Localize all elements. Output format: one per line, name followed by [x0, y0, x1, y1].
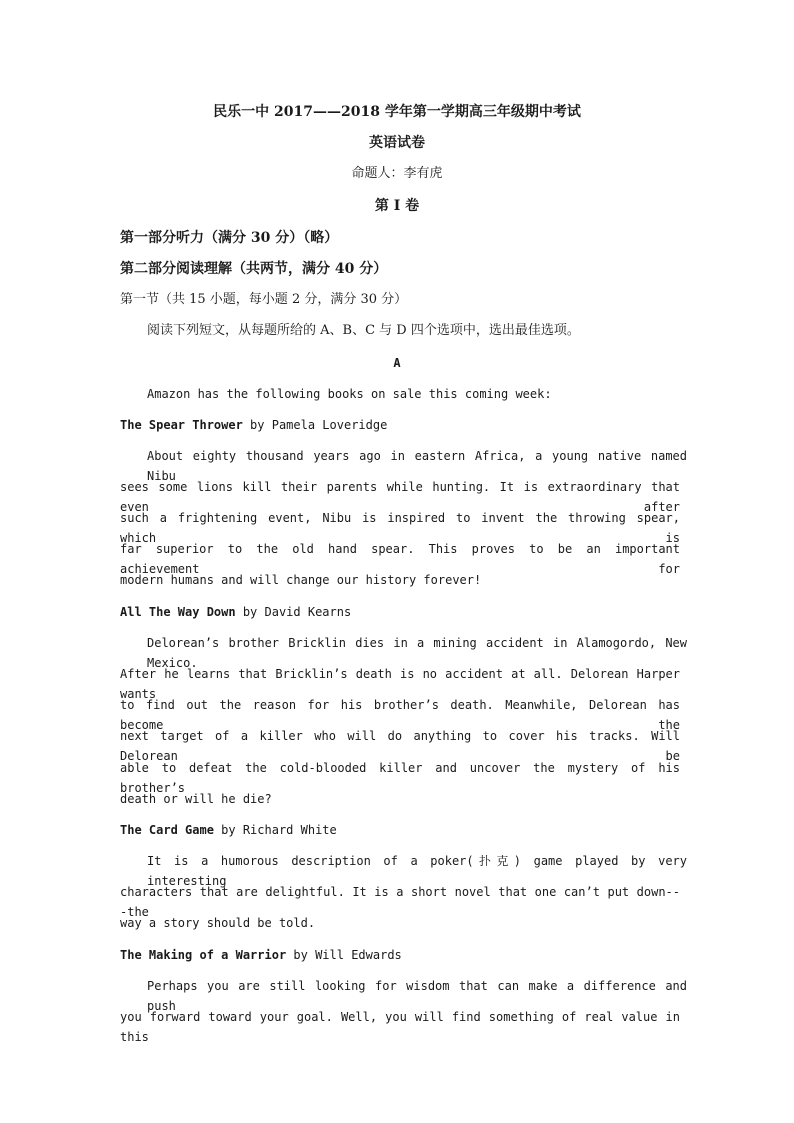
book-text-line: About eighty thousand years ago in eastern Africa, a young native named Nibu: [147, 449, 687, 483]
part2-heading: 第二部分阅读理解（共两节，满分 40 分）: [120, 261, 388, 277]
book-heading: [120, 820, 680, 840]
exam-author: 命题人：李有虎: [351, 166, 443, 181]
book-title: The Spear Thrower: [120, 418, 243, 432]
book-heading: [120, 602, 680, 622]
book-heading: [120, 415, 680, 435]
passage-label: A: [393, 356, 401, 370]
book-text-line: After he learns that Bricklin’s death is no accident at all. Delorean Harper wants: [120, 667, 680, 701]
book-text-line: next target of a killer who will do anything to cover his tracks. Will Delorean be: [120, 729, 680, 763]
part1-heading: 第一部分听力（满分 30 分）（略）: [120, 230, 339, 246]
book-text-line: sees some lions kill their parents while hunting. It is extraordinary that even after: [120, 480, 680, 514]
book-byline: by Will Edwards: [286, 948, 402, 962]
book-text-line: able to defeat the cold-blooded killer and uncover the mystery of his brother’s: [120, 761, 680, 795]
book-text-line: Delorean’s brother Bricklin dies in a mining accident in Alamogordo, New Mexico.: [147, 636, 687, 670]
book-text-line: you forward toward your goal. Well, you will find something of real value in this: [120, 1010, 680, 1044]
book-text-line: death or will he die?: [120, 792, 272, 806]
exam-subtitle: 英语试卷: [369, 135, 425, 151]
volume-heading: 第 I 卷: [374, 198, 420, 214]
book-text-line: to find out the reason for his brother’s death. Meanwhile, Delorean has become the: [120, 698, 680, 732]
book-text-line: characters that are delightful. It is a short novel that one can’t put down---the: [120, 885, 680, 919]
instructions: 阅读下列短文，从每题所给的 A、B、C 与 D 四个选项中，选出最佳选项。: [147, 323, 580, 338]
book-heading: [120, 945, 680, 965]
book-text-line: such a frightening event, Nibu is inspired to invent the throwing spear, which is: [120, 511, 680, 545]
book-text-line: far superior to the old hand spear. This proves to be an important achievement for: [120, 542, 680, 576]
section1-heading: 第一节（共 15 小题，每小题 2 分，满分 30 分）: [120, 292, 408, 307]
passage-intro: Amazon has the following books on sale this coming week:: [147, 387, 552, 401]
book-byline: by Pamela Loveridge: [242, 418, 388, 432]
book-title: The Making of a Warrior: [120, 948, 287, 962]
book-text-line: It is a humorous description of a poker(扑克) game played by very interesting: [147, 854, 687, 888]
book-byline: by Richard White: [213, 823, 337, 837]
exam-title: 民乐一中 2017——2018 学年第一学期高三年级期中考试: [213, 104, 581, 120]
book-title: The Card Game: [120, 823, 214, 837]
book-text-line: modern humans and will change our history forever!: [120, 573, 482, 587]
book-byline: by David Kearns: [235, 605, 352, 619]
book-text-line: way a story should be told.: [120, 916, 316, 930]
book-text-line: Perhaps you are still looking for wisdom that can make a difference and push: [147, 979, 687, 1013]
book-title: All The Way Down: [120, 605, 236, 619]
